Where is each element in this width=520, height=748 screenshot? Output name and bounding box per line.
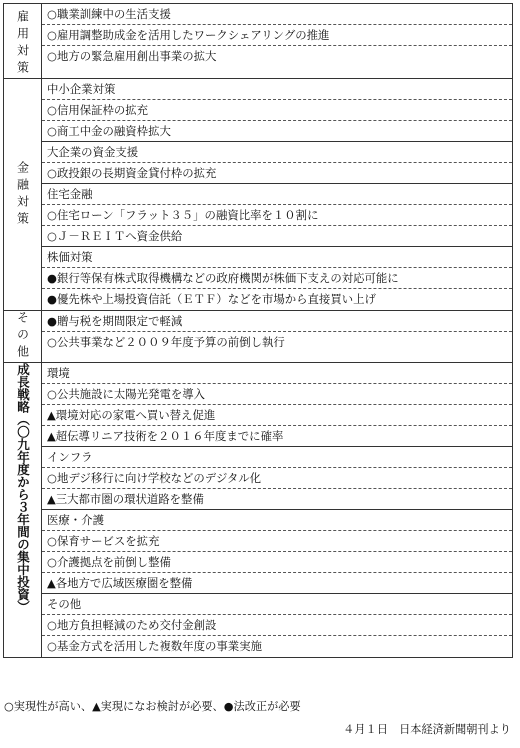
section-label-cell [4, 363, 42, 657]
section-label: 金融対策 [15, 160, 30, 229]
category-header: 株価対策 [42, 247, 512, 268]
section-rows [42, 311, 512, 362]
policy-section [4, 363, 512, 657]
policy-item: ○政投銀の長期資金貸付枠の拡充 [42, 163, 512, 184]
legend-note: ○実現性が高い、▲実現になお検討が必要、●法改正が必要 [4, 700, 301, 713]
policy-item: ○公共事業など２００９年度予算の前倒し執行 [47, 335, 285, 349]
policy-item: ○地方の緊急雇用創出事業の拡大 [47, 49, 217, 63]
policy-section [4, 311, 512, 363]
policy-item: ○基金方式を活用した複数年度の事業実施 [47, 639, 262, 653]
policy-item: ●贈与税を期間限定で軽減 [42, 311, 512, 332]
policy-item: ○住宅ローン「フラット３５」の融資比率を１０割に [42, 205, 512, 226]
policy-item: ○信用保証枠の拡充 [42, 100, 512, 121]
policy-item: ○地デジ移行に向け学校などのデジタル化 [42, 468, 512, 489]
category-header: インフラ [42, 447, 512, 468]
category-header: その他 [42, 594, 512, 615]
policy-section [4, 79, 512, 311]
policy-item: ▲超伝導リニア技術を２０１６年度までに確率 [42, 426, 512, 447]
section-rows [42, 363, 512, 657]
policy-item: ○地方負担軽減のため交付金創設 [42, 615, 512, 636]
section-label: その他 [15, 311, 30, 362]
policy-item: ▲環境対応の家電へ買い替え促進 [42, 405, 512, 426]
section-rows [42, 79, 512, 310]
category-header: 医療・介護 [42, 510, 512, 531]
section-rows [42, 4, 512, 78]
section-label-cell [4, 311, 42, 362]
section-label-cell [4, 4, 42, 78]
policy-item: ○雇用調整助成金を活用したワークシェアリングの推進 [42, 25, 512, 46]
source-note: ４月１日 日本経済新聞朝刊より [343, 723, 511, 736]
policy-table [3, 3, 513, 658]
category-header: 住宅金融 [42, 184, 512, 205]
category-header: 中小企業対策 [42, 79, 512, 100]
policy-item: ▲三大都市圏の環状道路を整備 [42, 489, 512, 510]
section-label: 雇用対策 [15, 10, 30, 78]
policy-item: ●銀行等保有株式取得機構などの政府機関が株価下支えの対応可能に [42, 268, 512, 289]
section-label: 成長戦略︵〇九年度から３年間の集中投資︶ [15, 363, 31, 613]
policy-item: ○介護拠点を前倒し整備 [42, 552, 512, 573]
section-label-cell [4, 79, 42, 310]
category-header: 環境 [42, 363, 512, 384]
category-header: 大企業の資金支援 [42, 142, 512, 163]
policy-item: ●優先株や上場投資信託（ＥＴＦ）などを市場から直接買い上げ [47, 292, 376, 306]
policy-section [4, 4, 512, 79]
policy-item: ○保育サービスを拡充 [42, 531, 512, 552]
policy-item: ○職業訓練中の生活支援 [42, 4, 512, 25]
policy-item: ▲各地方で広域医療圏を整備 [42, 573, 512, 594]
policy-item: ○公共施設に太陽光発電を導入 [42, 384, 512, 405]
policy-item: ○商工中金の融資枠拡大 [42, 121, 512, 142]
policy-item: ○Ｊ－ＲＥＩＴへ資金供給 [42, 226, 512, 247]
